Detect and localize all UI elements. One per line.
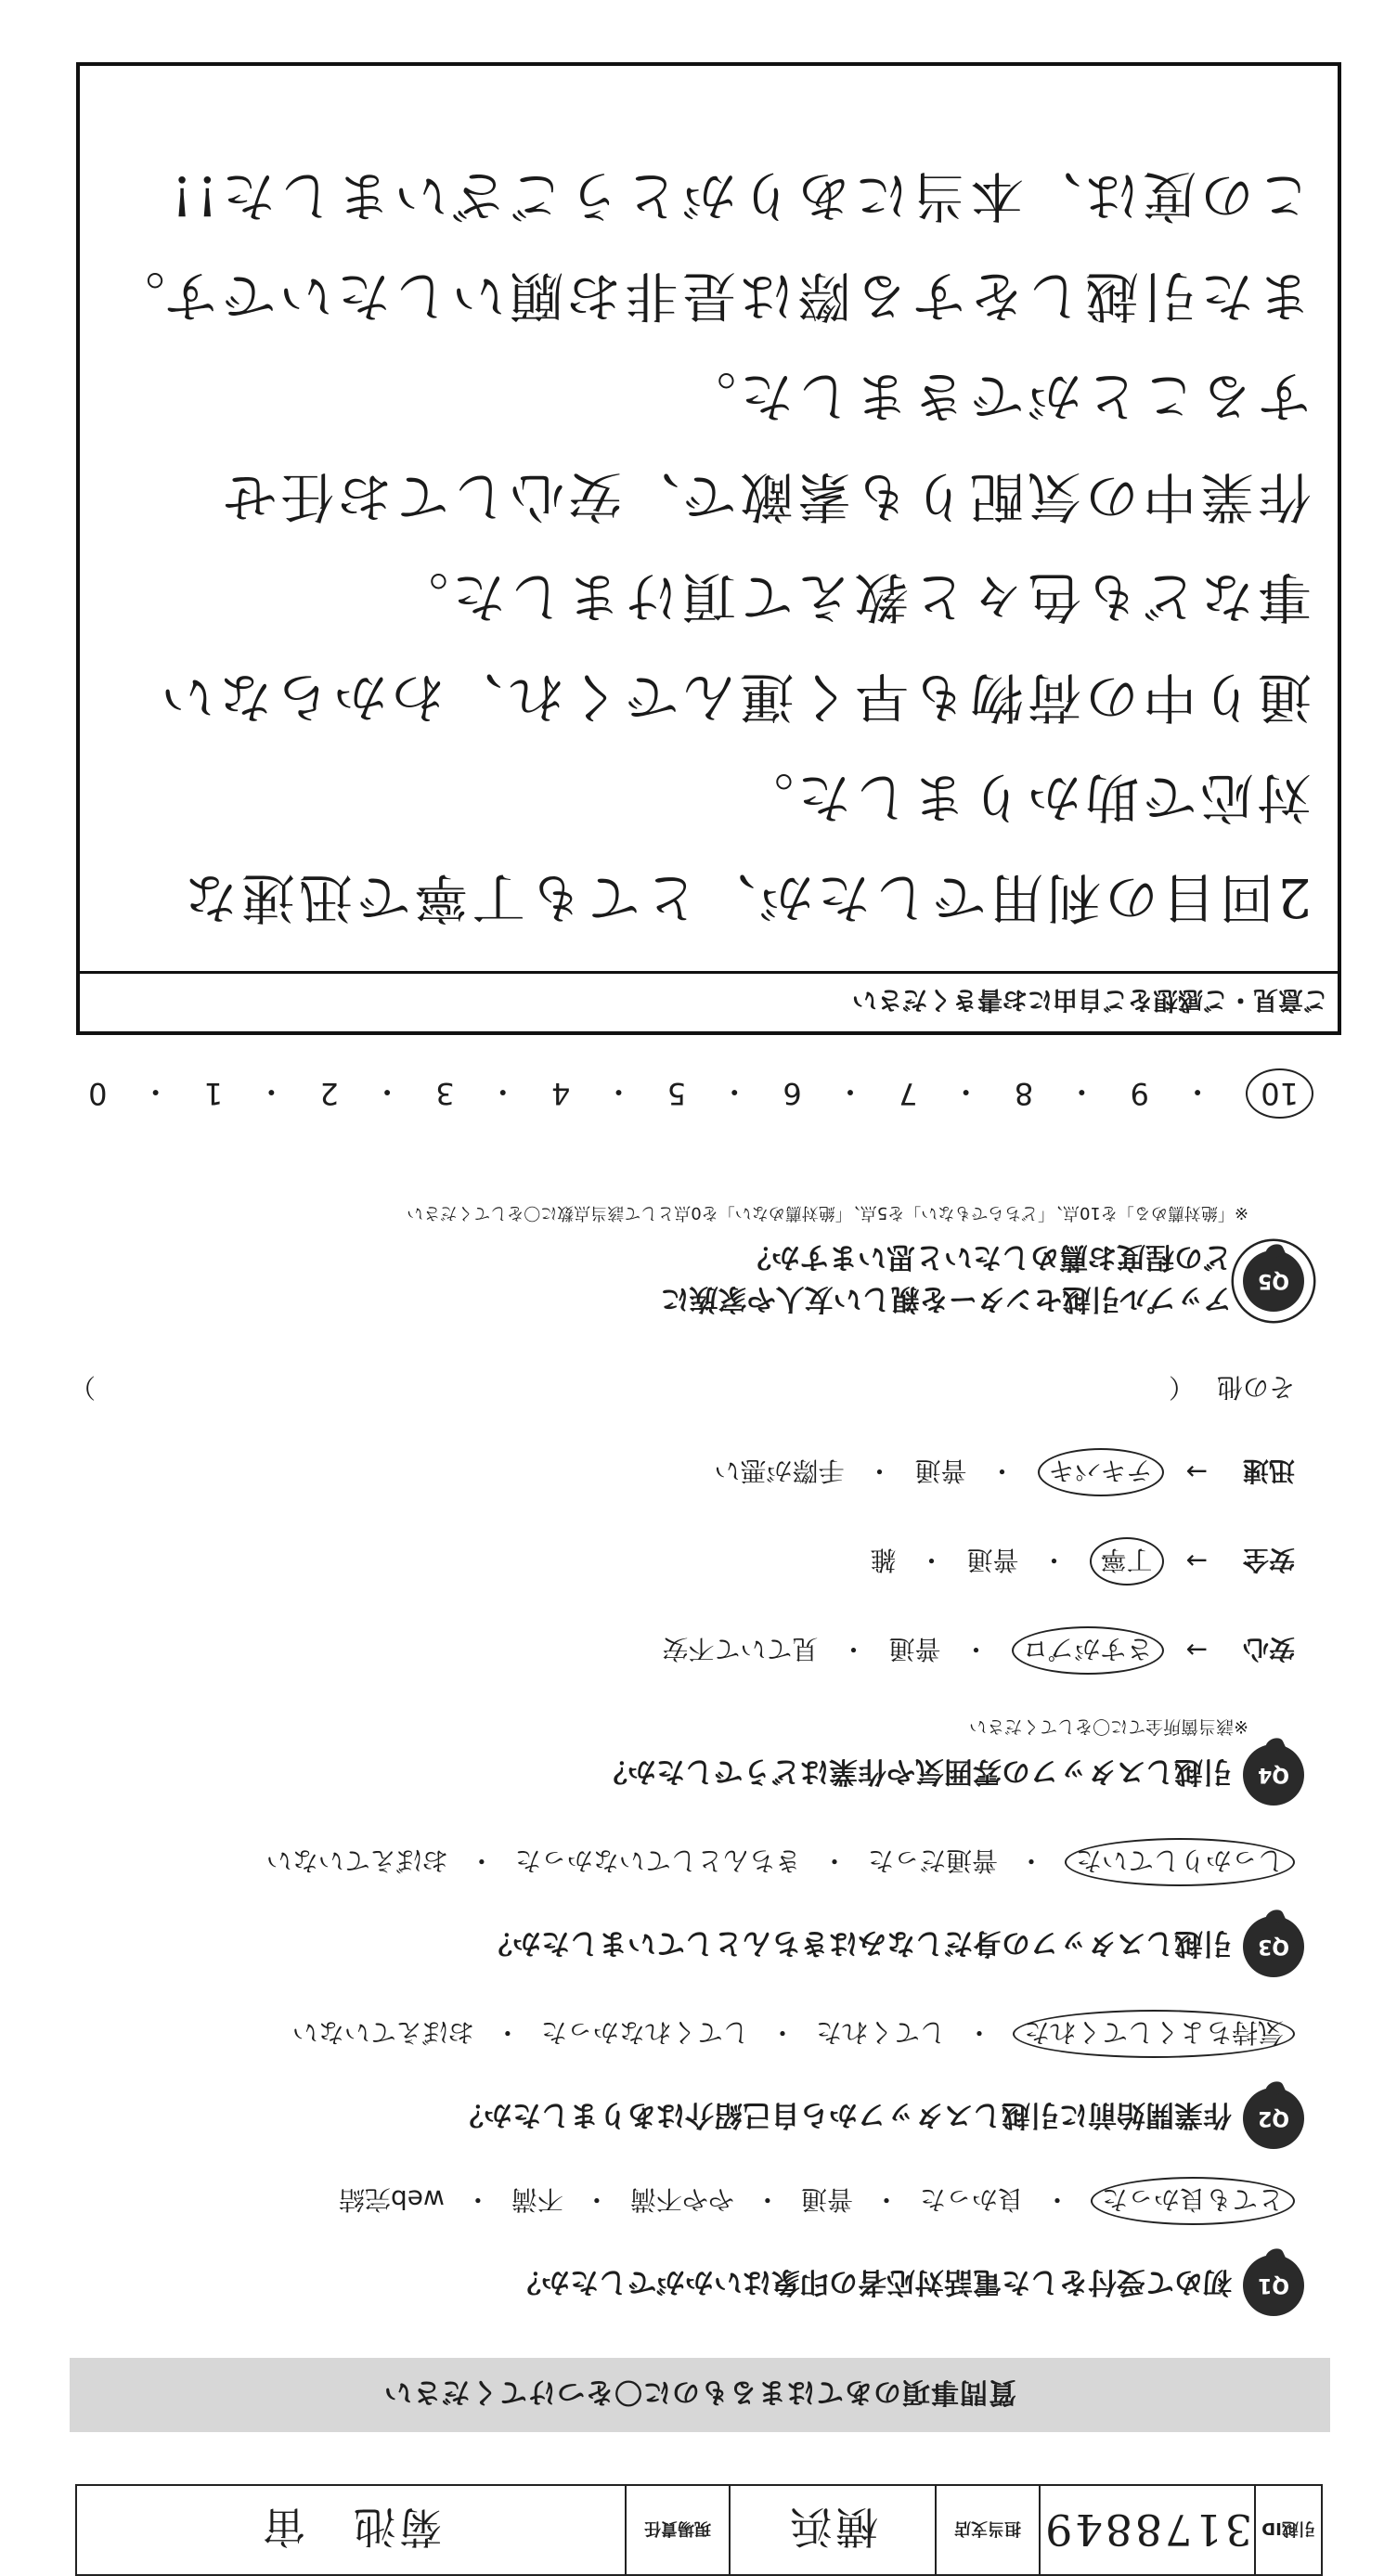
q5-note: ※「絶対薦める」を10点、「どちらでもない」を5点、「絶対薦めない」を0点として該当点数に〇をしてください [407, 1203, 1248, 1223]
q3-text: 引越しスタッフの身だしなみはきちんとしていましたか？ [484, 1926, 1232, 1961]
q3-option[interactable]: 普通だった [867, 1845, 998, 1876]
q4-option[interactable]: 普通 [888, 1634, 941, 1664]
score-option[interactable]: 5 [666, 1076, 687, 1111]
q4-option[interactable]: 見ていて不安 [662, 1634, 819, 1664]
comment-line: また引越しをする際は是非お願いしたいです。 [107, 265, 1312, 328]
q1-option[interactable]: やや不満 [629, 2184, 734, 2215]
q5-text-line2: どの程度お薦めしたいと思いますか？ [743, 1240, 1232, 1274]
comment-line: 通り中の荷物も早く運んでくれ、わからない [157, 666, 1312, 729]
q1-option[interactable]: 良かった [919, 2184, 1024, 2215]
question-4 [70, 1370, 1304, 1806]
q4-badge-icon: Q4 [1243, 1744, 1304, 1806]
score-option[interactable]: 7 [899, 1076, 918, 1111]
q4-option[interactable]: 手際が悪い [714, 1456, 845, 1486]
comment-line: 事なども色々と教えて頂けました。 [390, 565, 1312, 628]
comments-heading: ご意見・ご感想をご自由にお書きください [80, 971, 1338, 1031]
handwritten-comments [98, 146, 1312, 948]
instruction-bar: 質問事項のあてはまるものに〇をつけてください [70, 2358, 1330, 2432]
q2-text: 作業開始前に引越しスタッフから自己紹介はありましたか？ [455, 2098, 1232, 2132]
branch-value: 横浜 [729, 2486, 935, 2574]
id-value: 3178849 [1039, 2486, 1254, 2574]
q4-row-label: 安心 [1242, 1634, 1295, 1664]
question-2 [70, 2010, 1304, 2149]
q4-row-anshin: 安心 → さすがプロ ・ 普通 ・ 見ていて不安 [70, 1626, 1295, 1675]
q4-row-label: 安全 [1242, 1545, 1295, 1575]
score-option[interactable]: 8 [1014, 1076, 1034, 1111]
q2-options: 気持ちよくしてくれた ・ してくれた ・ してくれなかった ・ おぼえていない [70, 2010, 1295, 2058]
comment-line: この度は、本当にありがとうございました!! [167, 164, 1312, 227]
leader-value: 菊池 宙 [260, 2502, 442, 2553]
q3-options: しっかりしていた ・ 普通だった ・ きちんとしていなかった ・ おぼえていない [70, 1838, 1295, 1886]
score-option[interactable]: 0 [88, 1076, 108, 1111]
q4-other-open: （ [1168, 1372, 1195, 1403]
q4-option[interactable]: 普通 [966, 1545, 1019, 1575]
score-option[interactable]: 6 [783, 1076, 802, 1111]
q4-other-close: ） [70, 1372, 97, 1403]
question-1 [70, 2177, 1304, 2316]
question-3 [70, 1838, 1304, 1977]
q2-option[interactable]: してくれた [815, 2017, 946, 2048]
q3-option[interactable]: きちんとしていなかった [514, 1845, 801, 1876]
leader-label: 現場責任 [625, 2486, 729, 2574]
q3-option[interactable]: しっかりしていた [1065, 1838, 1295, 1886]
score-option[interactable]: 3 [435, 1076, 455, 1111]
score-option[interactable]: 4 [550, 1076, 571, 1111]
q4-option[interactable]: 普通 [914, 1456, 967, 1486]
q4-text: 引越しスタッフの雰囲気や作業はどうでしたか？ [599, 1754, 1232, 1789]
score-option[interactable]: 10 [1246, 1068, 1313, 1119]
q1-options: とても良かった ・ 良かった ・ 普通 ・ やや不満 ・ 不満 ・ web完結 [70, 2177, 1295, 2225]
q5-text-line1: アップル引越センターを親しい友人や家族に [660, 1282, 1232, 1315]
comment-line: 作業中の気配りも素敵で、安心してお任せ [219, 465, 1312, 528]
q4-row-jinsoku: 迅速 → テキパキ ・ 普通 ・ 手際が悪い [70, 1448, 1295, 1496]
q1-badge-icon: Q1 [1243, 2255, 1304, 2316]
q4-note: ※該当箇所全てに〇をしてください [969, 1716, 1248, 1737]
q4-other-row [70, 1370, 1295, 1407]
q1-text: 初めて受付をした電話対応者の印象はいかがでしたか？ [512, 2265, 1232, 2299]
comments-box[interactable] [76, 62, 1341, 1035]
id-label: 引越ID [1254, 2486, 1321, 2574]
q3-badge-icon: Q3 [1243, 1916, 1304, 1977]
q4-option[interactable]: テキパキ [1038, 1448, 1164, 1496]
q4-row-label: 迅速 [1242, 1456, 1295, 1486]
q4-option[interactable]: 丁寧 [1090, 1537, 1164, 1586]
comment-line: 対応で助かりました。 [735, 766, 1312, 829]
comment-line: 2回目の利用でしたが、とても丁寧で迅速な [180, 866, 1312, 929]
score-option[interactable]: 2 [319, 1076, 339, 1111]
form-header [75, 2484, 1323, 2576]
q1-option[interactable]: 普通 [800, 2184, 853, 2215]
q5-badge-icon: Q5 [1243, 1250, 1304, 1312]
q4-other-label: その他 [1216, 1372, 1295, 1403]
q2-option[interactable]: してくれなかった [540, 2017, 749, 2048]
q2-option[interactable]: 気持ちよくしてくれた [1013, 2010, 1295, 2058]
comment-line: することができました。 [678, 365, 1312, 428]
q5-scale: 10 ・ 9 ・ 8 ・ 7 ・ 6 ・ 5 ・ 4 ・ 3 ・ 2 ・ 1 ・ 0 [88, 1068, 1313, 1119]
branch-label: 担当支店 [935, 2486, 1039, 2574]
q2-option[interactable]: おぼえていない [291, 2017, 474, 2048]
q1-option[interactable]: web完結 [338, 2184, 445, 2215]
q3-option[interactable]: おぼえていない [265, 1845, 448, 1876]
q4-row-anzen: 安全 → 丁寧 ・ 普通 ・ 雑 [70, 1537, 1295, 1586]
question-5 [70, 1202, 1304, 1323]
score-option[interactable]: 1 [203, 1076, 224, 1111]
score-option[interactable]: 9 [1130, 1076, 1149, 1111]
q4-option[interactable]: さすがプロ [1012, 1626, 1164, 1675]
q1-option[interactable]: 不満 [511, 2184, 563, 2215]
q1-option[interactable]: とても良かった [1091, 2177, 1295, 2225]
q2-badge-icon: Q2 [1243, 2088, 1304, 2149]
q4-option[interactable]: 雑 [870, 1545, 897, 1575]
